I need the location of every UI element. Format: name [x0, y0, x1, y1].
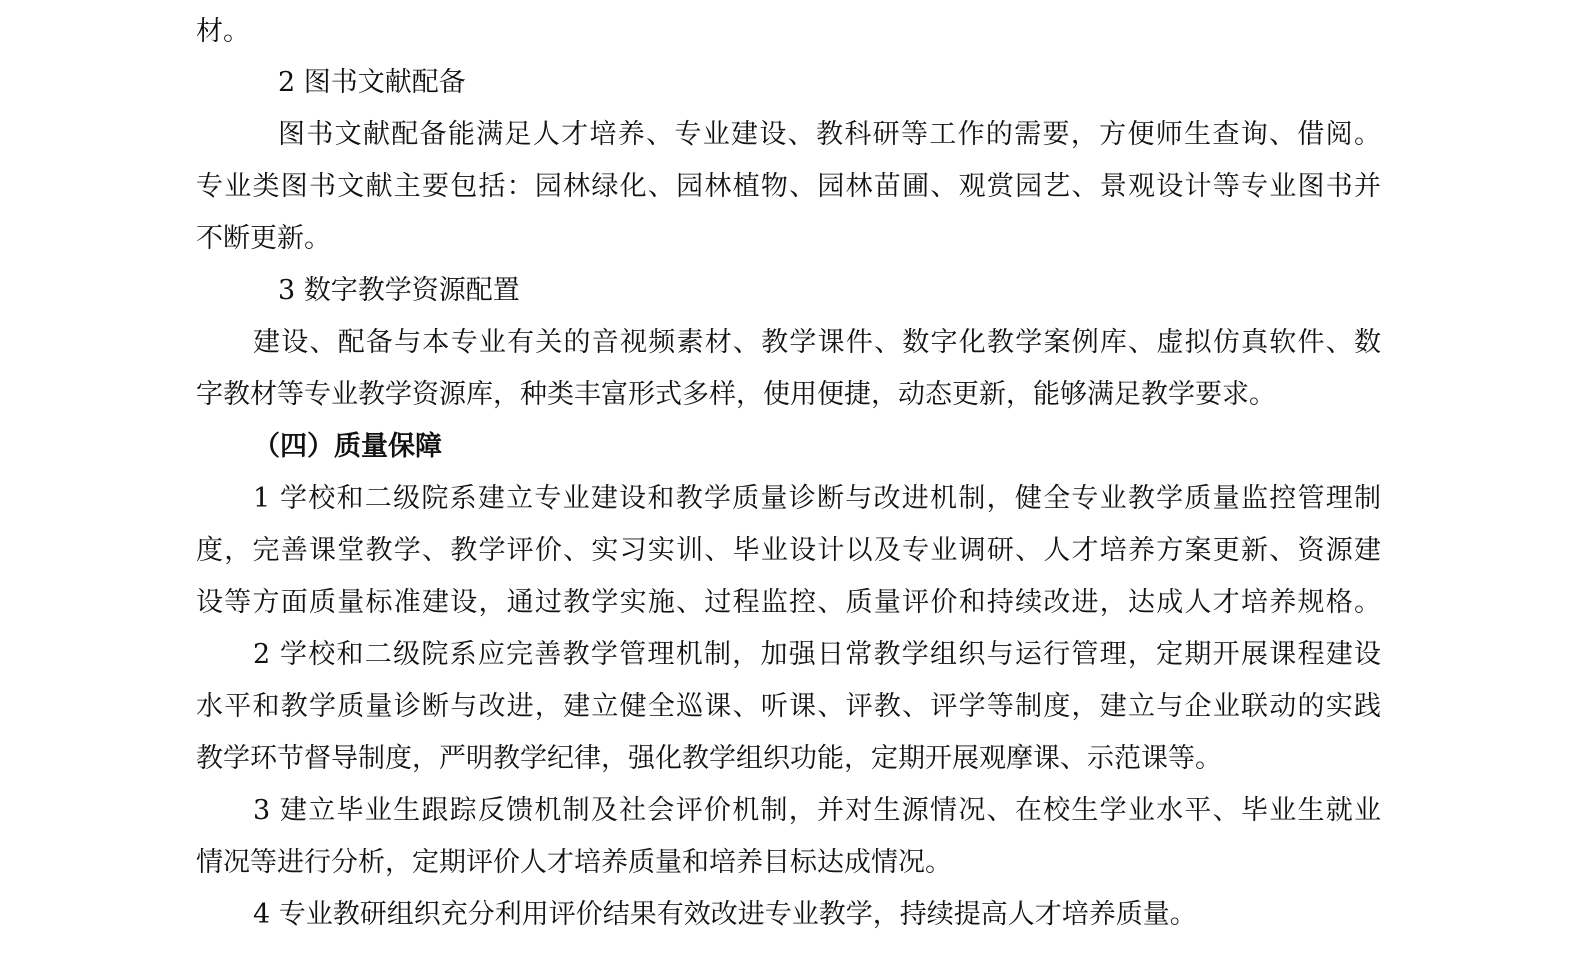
- subsection-heading: 2 图书文献配备: [278, 67, 466, 98]
- paragraph-line: 水平和教学质量诊断与改进，建立健全巡课、听课、评教、评学等制度，建立与企业联动的实践: [196, 691, 1381, 722]
- paragraph-line: 1 学校和二级院系建立专业建设和教学质量诊断与改进机制，健全专业教学质量监控管理制: [253, 483, 1381, 514]
- paragraph-line: 材。: [196, 16, 250, 47]
- section-heading: （四）质量保障: [253, 431, 442, 462]
- subsection-heading: 3 数字教学资源配置: [278, 275, 520, 306]
- paragraph-line: 设等方面质量标准建设，通过教学实施、过程监控、质量评价和持续改进，达成人才培养规格。: [196, 587, 1381, 618]
- paragraph-line: 教学环节督导制度，严明教学纪律，强化教学组织功能，定期开展观摩课、示范课等。: [196, 743, 1222, 774]
- paragraph-line: 度，完善课堂教学、教学评价、实习实训、毕业设计以及专业调研、人才培养方案更新、资源建: [196, 535, 1381, 566]
- paragraph-line: 不断更新。: [196, 223, 331, 254]
- paragraph-line: 3 建立毕业生跟踪反馈机制及社会评价机制，并对生源情况、在校生学业水平、毕业生就业: [253, 795, 1381, 826]
- paragraph-line: 字教材等专业教学资源库，种类丰富形式多样，使用便捷，动态更新，能够满足教学要求。: [196, 379, 1276, 410]
- paragraph-line: 4 专业教研组织充分利用评价结果有效改进专业教学，持续提高人才培养质量。: [253, 899, 1197, 930]
- paragraph-line: 情况等进行分析，定期评价人才培养质量和培养目标达成情况。: [196, 847, 952, 878]
- paragraph-line: 建设、配备与本专业有关的音视频素材、教学课件、数字化教学案例库、虚拟仿真软件、数: [253, 327, 1381, 358]
- paragraph-line: 图书文献配备能满足人才培养、专业建设、教科研等工作的需要，方便师生查询、借阅。: [278, 119, 1381, 150]
- paragraph-line: 2 学校和二级院系应完善教学管理机制，加强日常教学组织与运行管理，定期开展课程建设: [253, 639, 1381, 670]
- paragraph-line: 专业类图书文献主要包括：园林绿化、园林植物、园林苗圃、观赏园艺、景观设计等专业图书并: [196, 171, 1381, 202]
